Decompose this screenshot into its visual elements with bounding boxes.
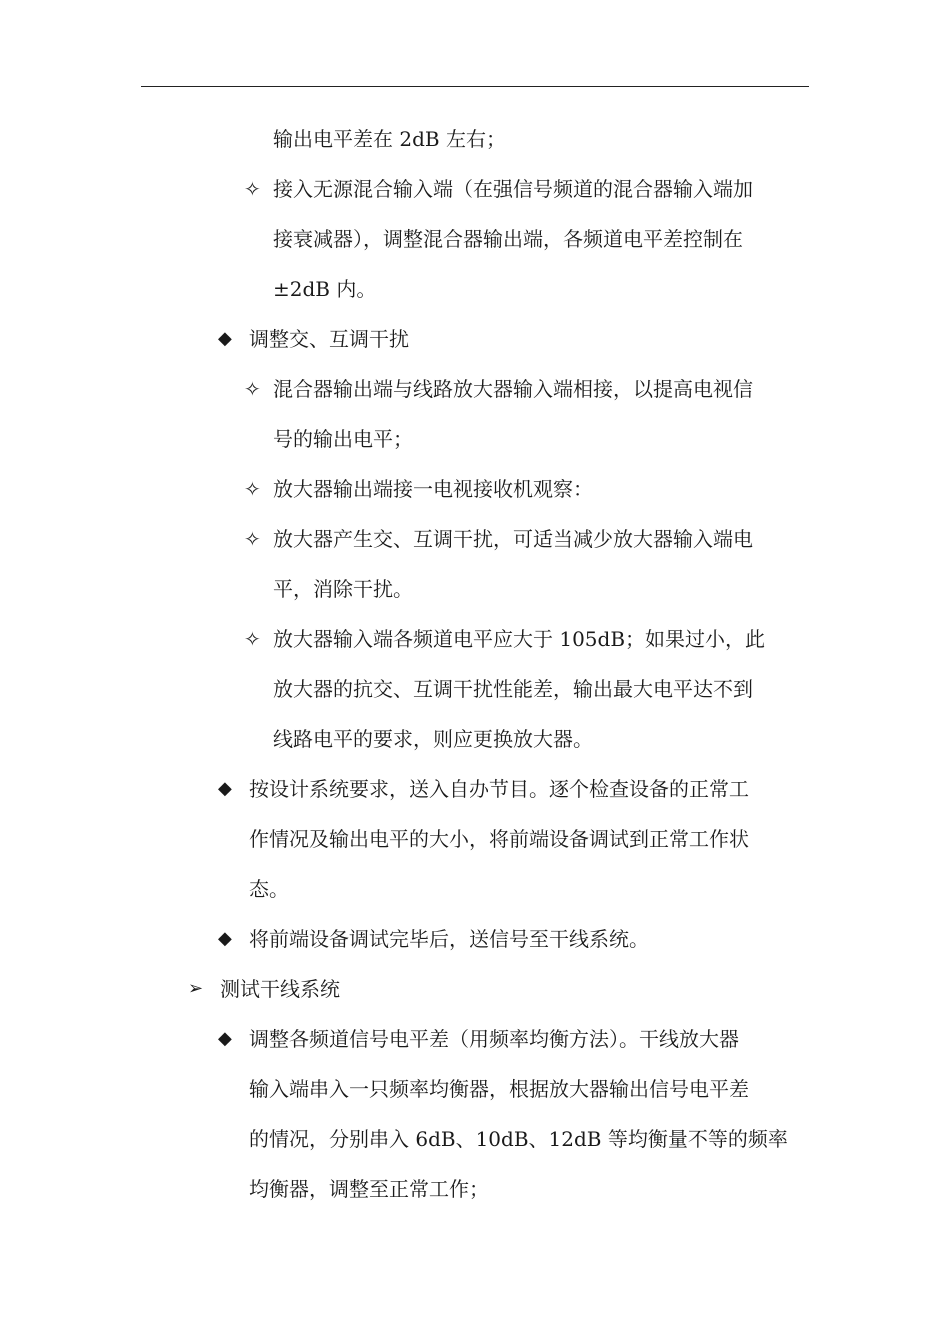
star-bullet-icon: ✧ [244, 377, 261, 401]
list-item [273, 614, 765, 764]
star-bullet-icon: ✧ [244, 627, 261, 651]
paragraph-line: 放大器的抗交、互调干扰性能差，输出最大电平达不到 [273, 677, 753, 701]
paragraph-line: 号的输出电平； [273, 427, 413, 451]
list-item [249, 764, 749, 914]
list-item [249, 1014, 788, 1214]
list-item [273, 514, 753, 614]
paragraph-line: 放大器输入端各频道电平应大于 105dB；如果过小，此 [273, 627, 766, 651]
paragraph-line: 将前端设备调试完毕后，送信号至干线系统。 [249, 927, 649, 951]
header-rule [141, 86, 809, 87]
star-bullet-icon: ✧ [244, 177, 261, 201]
paragraph-line: 作情况及输出电平的大小，将前端设备调试到正常工作状 [249, 827, 749, 851]
diamond-bullet-icon: ◆ [218, 778, 232, 799]
list-item [249, 314, 409, 364]
arrow-bullet-icon: ➢ [188, 978, 204, 999]
paragraph-line: 放大器产生交、互调干扰，可适当减少放大器输入端电 [273, 527, 753, 551]
star-bullet-icon: ✧ [244, 527, 261, 551]
list-item [273, 464, 593, 514]
list-item [220, 964, 340, 1014]
paragraph-line: 按设计系统要求，送入自办节目。逐个检查设备的正常工 [249, 777, 749, 801]
paragraph-line: 接入无源混合输入端（在强信号频道的混合器输入端加 [273, 177, 753, 201]
paragraph-line: 输入端串入一只频率均衡器，根据放大器输出信号电平差 [249, 1077, 749, 1101]
continuation-paragraph [273, 114, 506, 164]
paragraph-line: 平，消除干扰。 [273, 577, 413, 601]
list-item [273, 164, 753, 314]
paragraph-line: 接衰减器），调整混合器输出端，各频道电平差控制在 [273, 227, 743, 251]
paragraph-line: 测试干线系统 [220, 977, 340, 1001]
list-item [249, 914, 649, 964]
paragraph-line: 输出电平差在 2dB 左右； [273, 127, 506, 151]
paragraph-line: ±2dB 内。 [273, 277, 377, 301]
list-item [273, 364, 753, 464]
diamond-bullet-icon: ◆ [218, 1028, 232, 1049]
paragraph-line: 均衡器，调整至正常工作； [249, 1177, 489, 1201]
paragraph-line: 调整各频道信号电平差（用频率均衡方法）。干线放大器 [249, 1027, 739, 1051]
paragraph-line: 线路电平的要求，则应更换放大器。 [273, 727, 593, 751]
star-bullet-icon: ✧ [244, 477, 261, 501]
paragraph-line: 放大器输出端接一电视接收机观察： [273, 477, 593, 501]
diamond-bullet-icon: ◆ [218, 928, 232, 949]
paragraph-line: 调整交、互调干扰 [249, 327, 409, 351]
diamond-bullet-icon: ◆ [218, 328, 232, 349]
paragraph-line: 混合器输出端与线路放大器输入端相接，以提高电视信 [273, 377, 753, 401]
paragraph-line: 的情况，分别串入 6dB、10dB、12dB 等均衡量不等的频率 [249, 1127, 788, 1151]
paragraph-line: 态。 [249, 877, 289, 901]
